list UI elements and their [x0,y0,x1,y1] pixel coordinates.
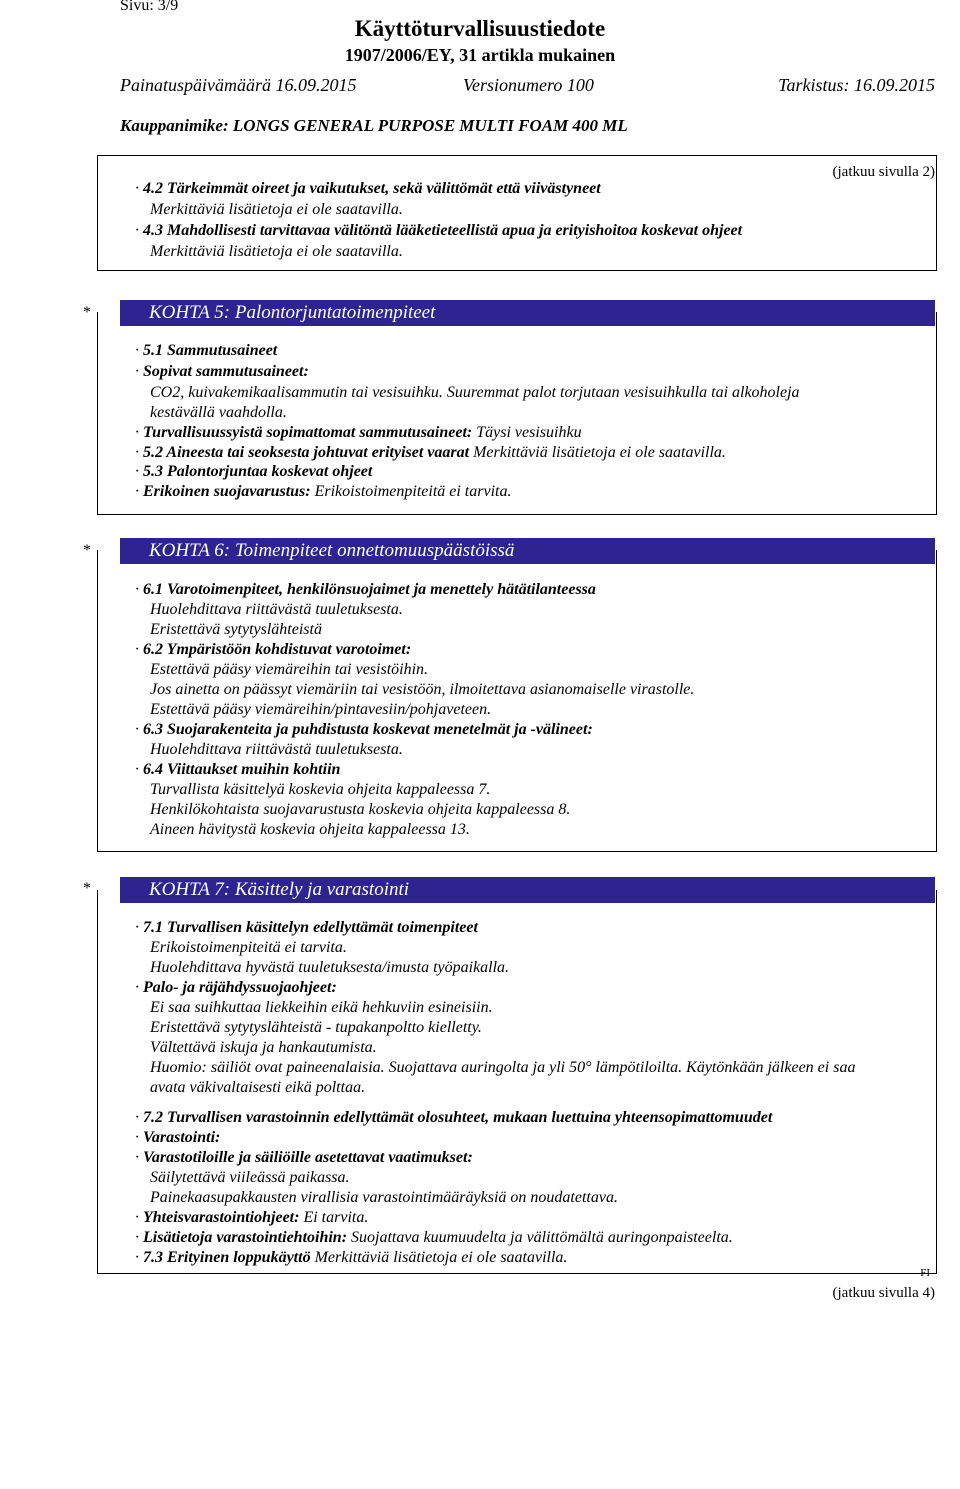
page-number: Sivu: 3/9 [120,0,179,14]
section-6-2-heading: · 6.2 Ympäristöön kohdistuvat varotoimet: [135,641,412,658]
section-6-1-heading: · 6.1 Varotoimenpiteet, henkilönsuojaimet ja menettely hätätilanteessa [135,581,596,598]
section-7-1-heading: · 7.1 Turvallisen käsittelyn edellyttämät toimenpiteet [135,919,478,936]
section-7-title: KOHTA 7: Käsittely ja varastointi [120,877,935,903]
storage-req-line-1: Säilytettävä viileässä paikassa. [150,1169,350,1186]
section-6-2-line-1: Estettävä pääsy viemäreihin tai vesistöihin. [150,661,429,678]
version-number: Versionumero 100 [463,75,594,95]
storage-req-line-2: Painekaasupakkausten virallisia varastointimääräyksiä on noudatettava. [150,1189,618,1206]
product-name: Kauppanimike: LONGS GENERAL PURPOSE MULTI FOAM 400 ML [120,116,628,135]
section-4-2-heading: · 4.2 Tärkeimmät oireet ja vaikutukset, sekä välittömät että viivästyneet [135,180,601,197]
regulation-subtitle: 1907/2006/EY, 31 artikla mukainen [344,45,616,65]
fire-line-5: avata väkivaltaisesti eikä polttaa. [150,1079,366,1096]
storage-extra-info: · Lisätietoja varastointiehtoihin: Suojattava kuumuudelta ja välittömältä auringonpaisteelta. [135,1229,733,1246]
language-code: FI [920,1267,930,1279]
fire-line-1: Ei saa suihkuttaa liekkeihin eikä hehkuviin esineisiin. [150,999,493,1016]
section-7-2-heading: · 7.2 Turvallisen varastoinnin edellyttämät olosuhteet, mukaan luettuina yhteensopimattomuudet [135,1109,773,1126]
suitable-extinguishing-text-1: CO2, kuivakemikaalisammutin tai vesisuihku. Suuremmat palot torjutaan vesisuihkulla tai alkoholeja [150,384,800,401]
revision-marker: * [83,304,91,321]
section-5-title: KOHTA 5: Palontorjuntatoimenpiteet [120,300,935,326]
protective-equipment: · Erikoinen suojavarustus: Erikoistoimenpiteitä ei tarvita. [135,483,512,500]
section-6-2-line-3: Estettävä pääsy viemäreihin/pintavesiin/pohjaveteen. [150,701,492,718]
fire-line-4: Huomio: säiliöt ovat paineenalaisia. Suojattava auringolta ja yli 50° lämpötiloilta. Käytönkään jälkeen ei saa [150,1059,856,1076]
suitable-extinguishing-text-2: kestävällä vaahdolla. [150,404,287,421]
section-4-2-text: Merkittäviä lisätietoja ei ole saatavilla. [150,201,403,218]
storage-heading: · Varastointi: [135,1129,221,1146]
continued-from: (jatkuu sivulla 2) [832,164,935,180]
revision-marker: * [83,880,91,897]
joint-storage: · Yhteisvarastointiohjeet: Ei tarvita. [135,1209,369,1226]
section-6-1-line-2: Eristettävä sytytyslähteistä [150,621,322,638]
section-7-3: · 7.3 Erityinen loppukäyttö Merkittäviä lisätietoja ei ole saatavilla. [135,1249,568,1266]
document-title: Käyttöturvallisuustiedote [354,16,606,41]
revision-date: Tarkistus: 16.09.2015 [778,75,935,95]
section-6-4-line-1: Turvallista käsittelyä koskevia ohjeita kappaleessa 7. [150,781,491,798]
suitable-extinguishing-label: · Sopivat sammutusaineet: [135,363,309,380]
section-6-4-heading: · 6.4 Viittaukset muihin kohtiin [135,761,341,778]
section-6-4-line-2: Henkilökohtaista suojavarustusta koskevia ohjeita kappaleessa 8. [150,801,571,818]
unsuitable-extinguishing: · Turvallisuussyistä sopimattomat sammutusaineet: Täysi vesisuihku [135,424,582,441]
section-7-1-line-1: Erikoistoimenpiteitä ei tarvita. [150,939,347,956]
section-6-3-heading: · 6.3 Suojarakenteita ja puhdistusta koskevat menetelmät ja -välineet: [135,721,593,738]
section-4-3-text: Merkittäviä lisätietoja ei ole saatavilla. [150,243,403,260]
section-6-3-line-1: Huolehdittava riittävästä tuuletuksesta. [150,741,403,758]
section-6-title: KOHTA 6: Toimenpiteet onnettomuuspäästöissä [120,538,935,564]
section-5-2: · 5.2 Aineesta tai seoksesta johtuvat erityiset vaarat Merkittäviä lisätietoja ei ole saatavilla. [135,444,726,461]
section-5-1-heading: · 5.1 Sammutusaineet [135,342,278,359]
section-4-3-heading: · 4.3 Mahdollisesti tarvittavaa välitöntä lääketieteellistä apua ja erityishoitoa koskevat ohjeet [135,222,743,239]
fire-line-2: Eristettävä sytytyslähteistä - tupakanpoltto kielletty. [150,1019,482,1036]
section-6-1-line-1: Huolehdittava riittävästä tuuletuksesta. [150,601,403,618]
print-date: Painatuspäivämäärä 16.09.2015 [120,75,357,95]
storage-requirements-heading: · Varastotiloille ja säiliöille asetettavat vaatimukset: [135,1149,473,1166]
fire-explosion-heading: · Palo- ja räjähdyssuojaohjeet: [135,979,337,996]
fire-line-3: Vältettävä iskuja ja hankautumista. [150,1039,377,1056]
continued-on: (jatkuu sivulla 4) [832,1285,935,1301]
section-7-1-line-2: Huolehdittava hyvästä tuuletuksesta/imusta työpaikalla. [150,959,510,976]
section-6-4-line-3: Aineen hävitystä koskevia ohjeita kappaleessa 13. [150,821,470,838]
section-5-3-heading: · 5.3 Palontorjuntaa koskevat ohjeet [135,463,373,480]
revision-marker: * [83,542,91,559]
section-6-2-line-2: Jos ainetta on päässyt viemäriin tai vesistöön, ilmoitettava asianomaiselle virastolle. [150,681,695,698]
